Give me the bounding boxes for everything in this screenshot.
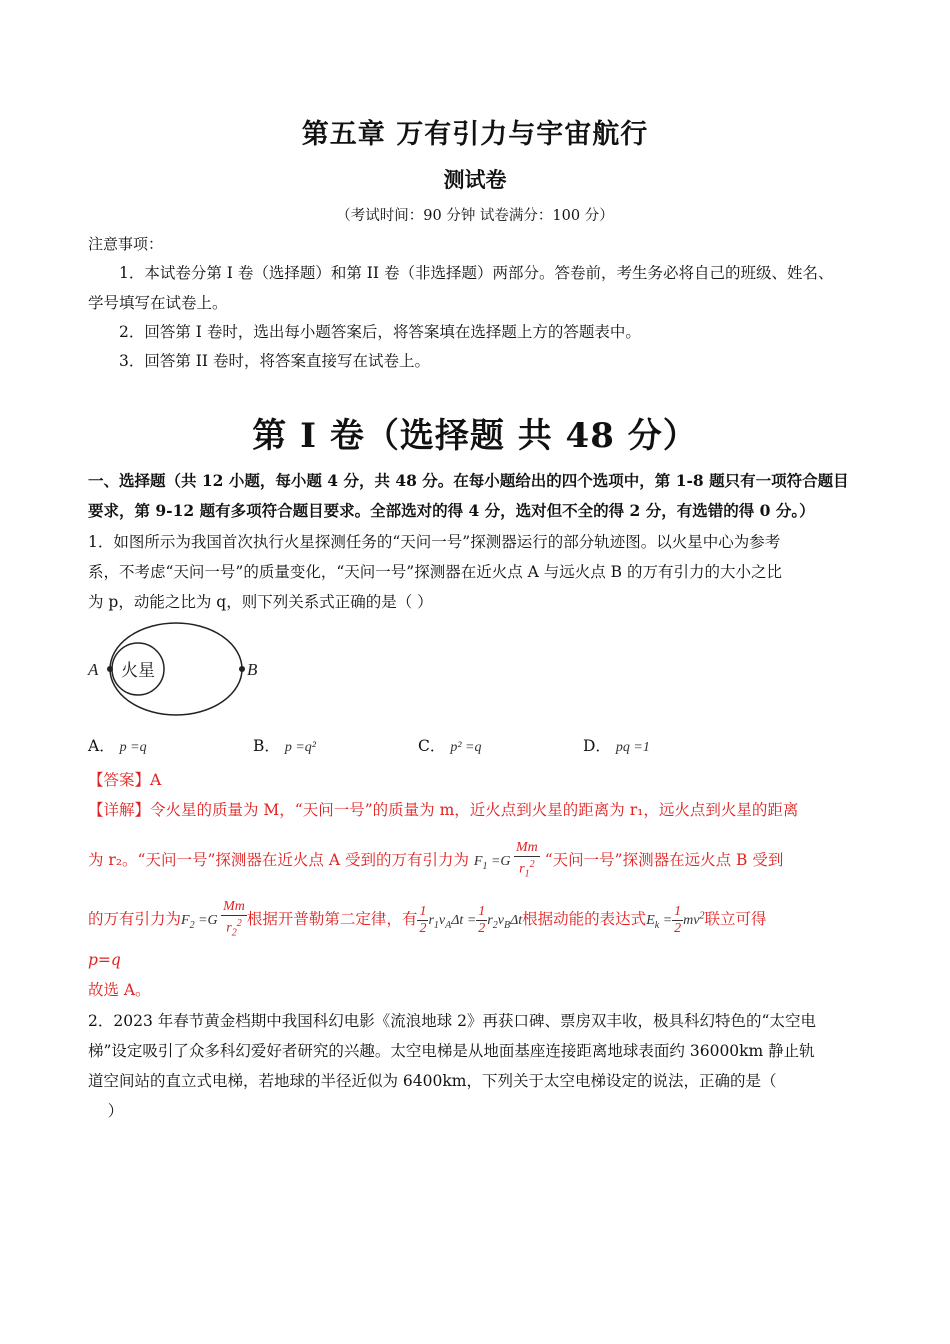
option-c-label: C．: [418, 737, 446, 755]
point-a-label: A: [88, 660, 99, 679]
formula-f2-frac: $\frac{Mm}{r_2^2}$: [223, 899, 245, 939]
section-instruction-a: 一、选择题（共 12 小题，每小题 4 分，共 48 分。在每小题给出的四个选项中，第 1-8 题只有一项符合题目: [88, 471, 849, 490]
q2-stem-a: 2．2023 年春节黄金档期中我国科幻电影《流浪地球 2》再获口碑、票房双丰收，极具科幻特色的“太空电: [88, 1012, 816, 1030]
formula-ek: $E_k$ =: [646, 913, 673, 932]
point-b-label: B: [247, 660, 258, 679]
explain-2a: 为 r₂。“天问一号”探测器在近火点 A 受到的万有引力为: [88, 851, 469, 870]
option-a-label: A．: [88, 737, 115, 755]
chapter-title: 第五章 万有引力与宇宙航行: [301, 119, 649, 150]
formula-f1: $F_1 =G$: [473, 854, 515, 873]
q1-stem-a: 1．如图所示为我国首次执行火星探测任务的“天问一号”探测器运行的部分轨迹图。以火星中心为参考: [88, 533, 781, 551]
option-d-expr: pq =1: [615, 740, 650, 755]
q1-explain-2: [88, 840, 783, 882]
q1-option-c[interactable]: [418, 734, 481, 756]
q2-stem-c: 道空间站的直立式电梯，若地球的半径近似为 6400km，下列关于太空电梯设定的说法，正确的是（: [88, 1072, 777, 1090]
test-subtitle: 测试卷: [443, 167, 507, 192]
formula-kepler-rhs: $r_2v_B\Delta t$: [487, 913, 523, 932]
q1-option-a[interactable]: [88, 734, 147, 756]
option-a-expr: p =q: [119, 740, 147, 755]
explain-3d: 联立可得: [704, 910, 767, 929]
option-b-label: B．: [253, 737, 280, 755]
q1-answer: 【答案】A: [88, 771, 162, 789]
note-item-3: 3．回答第 II 卷时，将答案直接写在试卷上。: [119, 352, 430, 370]
section-title: 第 I 卷（选择题 共 48 分）: [252, 416, 698, 456]
formula-f1-frac: $\frac{Mm}{r_1^2}$: [516, 840, 538, 880]
explain-3c: 根据动能的表达式: [522, 910, 647, 929]
formula-ek-rhs: $mv^2$: [683, 910, 705, 929]
exam-info: （考试时间：90 分钟 试卷满分：100 分）: [336, 208, 614, 224]
explain-2b: “天问一号”探测器在远火点 B 受到: [544, 851, 784, 870]
q1-stem-b: 系，不考虑“天问一号”的质量变化，“天问一号”探测器在近火点 A 与远火点 B 的万有引力的大小之比: [88, 563, 782, 581]
q1-option-b[interactable]: [253, 734, 316, 756]
point-a-dot: [107, 666, 113, 672]
q1-stem-c: 为 p，动能之比为 q，则下列关系式正确的是（ ）: [88, 593, 433, 611]
notes-heading: 注意事项：: [88, 235, 164, 253]
formula-kepler-half-1: $\frac{1}{2}$: [419, 903, 427, 936]
q1-explain-1: 【详解】令火星的质量为 M，“天问一号”的质量为 m，近火点到火星的距离为 r₁，远火点到火星的距离: [88, 801, 799, 819]
q1-option-d[interactable]: [583, 734, 650, 756]
q1-conclusion: 故选 A。: [88, 981, 151, 999]
q1-explain-3: [88, 899, 767, 941]
section-instruction-b: 要求，第 9-12 题有多项符合题目要求。全部选对的得 4 分，选对但不全的得 2 分，有选错的得 0 分。）: [88, 501, 815, 520]
formula-f2: $F_2 =G$: [181, 913, 222, 932]
q2-stem-d: ）: [88, 1102, 124, 1120]
option-d-label: D．: [583, 737, 611, 755]
formula-ek-half: $\frac{1}{2}$: [674, 903, 682, 936]
note-item-1b: 学号填写在试卷上。: [88, 294, 228, 312]
note-item-1a: 1．本试卷分第 I 卷（选择题）和第 II 卷（非选择题）两部分。答卷前，考生务必将自己的班级、姓名、: [119, 264, 834, 282]
option-b-expr: p =q²: [284, 740, 316, 755]
explain-3a: 的万有引力为: [88, 910, 182, 929]
formula-kepler-half-2: $\frac{1}{2}$: [478, 903, 486, 936]
orbit-figure: [84, 620, 274, 724]
option-c-expr: p² =q: [450, 740, 482, 755]
note-item-2: 2．回答第 I 卷时，选出每小题答案后，将答案填在选择题上方的答题表中。: [119, 323, 641, 341]
mars-label: 火星: [121, 661, 155, 681]
formula-kepler: $r_1v_A\Delta t$ =: [428, 913, 477, 932]
q2-stem-b: 梯”设定吸引了众多科幻爱好者研究的兴趣。太空电梯是从地面基座连接距离地球表面约 36000km 静止轨: [88, 1042, 815, 1060]
explain-3b: 根据开普勒第二定律，有: [246, 910, 418, 929]
q1-explain-4: p=q: [88, 951, 121, 969]
point-b-dot: [239, 666, 245, 672]
